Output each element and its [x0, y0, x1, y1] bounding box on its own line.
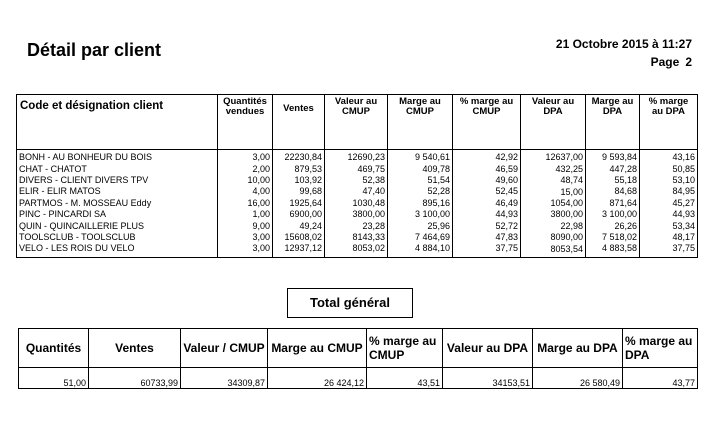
client-detail-table: [16, 94, 698, 258]
column-header: Code et désignation client: [17, 95, 218, 150]
table-row: [17, 175, 698, 186]
page-indicator: [651, 55, 692, 69]
client-name-cell: TOOLSCLUB - TOOLSCLUB: [17, 232, 218, 243]
value-cell: 4 883,58: [586, 243, 640, 257]
value-cell: 47,83: [453, 232, 521, 243]
value-cell: 46,49: [453, 198, 521, 209]
column-header: Valeur au DPA: [521, 95, 586, 150]
value-cell: 52,45: [453, 186, 521, 197]
value-cell: 49,24: [273, 220, 325, 231]
value-cell: 25,96: [388, 220, 453, 231]
value-cell: 2,00: [218, 163, 273, 174]
column-header: Marge au CMUP: [268, 329, 367, 368]
value-cell: 871,64: [586, 198, 640, 209]
table-row: [17, 232, 698, 243]
table-row: [17, 220, 698, 231]
column-header: Quantités: [19, 329, 89, 368]
value-cell: 37,75: [453, 243, 521, 257]
value-cell: 8143,33: [325, 232, 388, 243]
value-cell: 15,00: [521, 186, 586, 197]
value-cell: 15608,02: [273, 232, 325, 243]
column-header: Quantités vendues: [218, 95, 273, 150]
column-header: % marge au CMUP: [453, 95, 521, 150]
value-cell: 432,25: [521, 163, 586, 174]
value-cell: 53,10: [640, 175, 698, 186]
value-cell: 45,27: [640, 198, 698, 209]
column-header: Ventes: [273, 95, 325, 150]
column-header: Marge au DPA: [533, 329, 623, 368]
value-cell: 4,00: [218, 186, 273, 197]
table-row: [17, 209, 698, 220]
client-name-cell: VELO - LES ROIS DU VELO: [17, 243, 218, 257]
value-cell: 52,38: [325, 175, 388, 186]
page-label: Page: [650, 55, 680, 69]
value-cell: 103,92: [273, 175, 325, 186]
value-cell: 879,53: [273, 163, 325, 174]
value-cell: 84,95: [640, 186, 698, 197]
value-cell: 22230,84: [273, 150, 325, 164]
value-cell: 12690,23: [325, 150, 388, 164]
value-cell: 447,28: [586, 163, 640, 174]
value-cell: 37,75: [640, 243, 698, 257]
value-cell: 12937,12: [273, 243, 325, 257]
value-cell: 8053,02: [325, 243, 388, 257]
column-header: Valeur au DPA: [443, 329, 533, 368]
total-value: 43,77: [623, 368, 698, 389]
value-cell: 49,60: [453, 175, 521, 186]
column-header: % marge au DPA: [640, 95, 698, 150]
column-header: Marge au CMUP: [388, 95, 453, 150]
column-header: Ventes: [89, 329, 181, 368]
value-cell: 895,16: [388, 198, 453, 209]
value-cell: 48,74: [521, 175, 586, 186]
table-row: [17, 198, 698, 209]
value-cell: 8053,54: [521, 243, 586, 257]
value-cell: 3 100,00: [388, 209, 453, 220]
table-row: [17, 163, 698, 174]
grand-total-table: [18, 328, 698, 389]
value-cell: 53,34: [640, 220, 698, 231]
client-name-cell: PARTMOS - M. MOSSEAU Eddy: [17, 198, 218, 209]
value-cell: 52,28: [388, 186, 453, 197]
value-cell: 6900,00: [273, 209, 325, 220]
client-name-cell: DIVERS - CLIENT DIVERS TPV: [17, 175, 218, 186]
value-cell: 3,00: [218, 232, 273, 243]
value-cell: 9 540,61: [388, 150, 453, 164]
value-cell: 4 884,10: [388, 243, 453, 257]
table-row: [17, 186, 698, 197]
value-cell: 50,85: [640, 163, 698, 174]
value-cell: 55,18: [586, 175, 640, 186]
grand-total-label: Total général: [287, 288, 413, 318]
total-value: 51,00: [19, 368, 89, 389]
value-cell: 9,00: [218, 220, 273, 231]
value-cell: 52,72: [453, 220, 521, 231]
value-cell: 12637,00: [521, 150, 586, 164]
value-cell: 16,00: [218, 198, 273, 209]
value-cell: 23,28: [325, 220, 388, 231]
value-cell: 84,68: [586, 186, 640, 197]
total-value: 43,51: [367, 368, 443, 389]
total-value: 26 424,12: [268, 368, 367, 389]
value-cell: 26,26: [586, 220, 640, 231]
value-cell: 10,00: [218, 175, 273, 186]
value-cell: 99,68: [273, 186, 325, 197]
client-name-cell: QUIN - QUINCAILLERIE PLUS: [17, 220, 218, 231]
value-cell: 48,17: [640, 232, 698, 243]
value-cell: 7 518,02: [586, 232, 640, 243]
value-cell: 22,98: [521, 220, 586, 231]
page-number: 2: [685, 55, 692, 69]
value-cell: 8090,00: [521, 232, 586, 243]
value-cell: 46,59: [453, 163, 521, 174]
table-row: [17, 150, 698, 164]
totals-values-row: [19, 368, 698, 389]
value-cell: 3800,00: [521, 209, 586, 220]
total-value: 60733,99: [89, 368, 181, 389]
detail-header-row: [17, 95, 698, 150]
client-name-cell: BONH - AU BONHEUR DU BOIS: [17, 150, 218, 164]
value-cell: 1030,48: [325, 198, 388, 209]
client-name-cell: PINC - PINCARDI SA: [17, 209, 218, 220]
value-cell: 7 464,69: [388, 232, 453, 243]
value-cell: 9 593,84: [586, 150, 640, 164]
column-header: % marge au CMUP: [367, 329, 443, 368]
client-name-cell: ELIR - ELIR MATOS: [17, 186, 218, 197]
report-date: 21 Octobre 2015 à 11:27: [555, 37, 692, 51]
column-header: Marge au DPA: [586, 95, 640, 150]
value-cell: 3 100,00: [586, 209, 640, 220]
table-row: [17, 243, 698, 257]
total-value: 26 580,49: [533, 368, 623, 389]
value-cell: 44,93: [453, 209, 521, 220]
value-cell: 1,00: [218, 209, 273, 220]
total-value: 34309,87: [181, 368, 268, 389]
value-cell: 43,16: [640, 150, 698, 164]
column-header: Valeur / CMUP: [181, 329, 268, 368]
column-header: Valeur au CMUP: [325, 95, 388, 150]
total-value: 34153,51: [443, 368, 533, 389]
value-cell: 1054,00: [521, 198, 586, 209]
client-name-cell: CHAT - CHATOT: [17, 163, 218, 174]
totals-header-row: [19, 329, 698, 368]
value-cell: 469,75: [325, 163, 388, 174]
value-cell: 1925,64: [273, 198, 325, 209]
value-cell: 3,00: [218, 243, 273, 257]
value-cell: 42,92: [453, 150, 521, 164]
page-title: Détail par client: [27, 40, 162, 60]
value-cell: 44,93: [640, 209, 698, 220]
value-cell: 47,40: [325, 186, 388, 197]
value-cell: 51,54: [388, 175, 453, 186]
value-cell: 409,78: [388, 163, 453, 174]
value-cell: 3800,00: [325, 209, 388, 220]
column-header: % marge au DPA: [623, 329, 698, 368]
value-cell: 3,00: [218, 150, 273, 164]
